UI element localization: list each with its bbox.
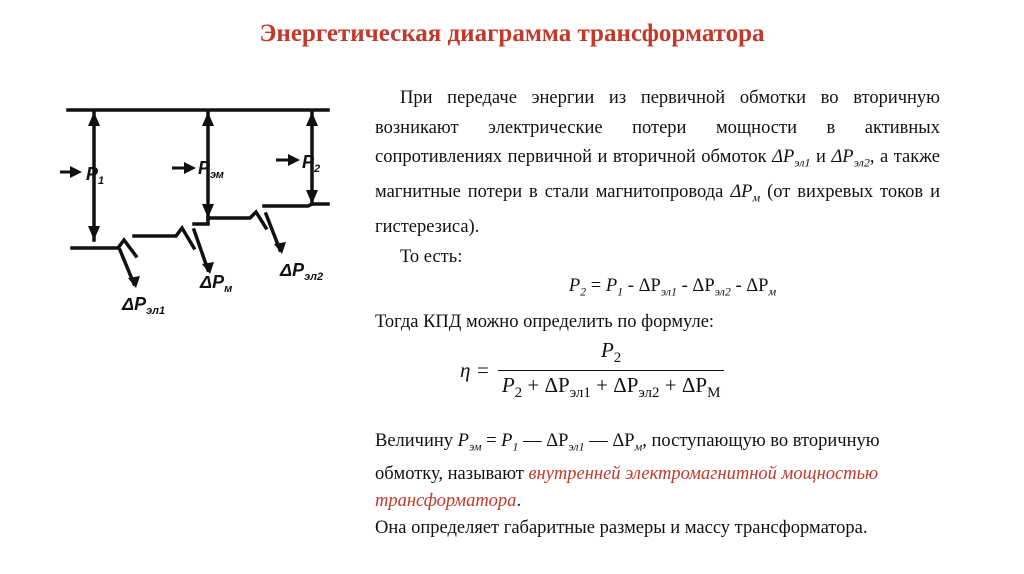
energy-staircase — [72, 240, 136, 256]
page-title: Энергетическая диаграмма трансформатора — [259, 20, 765, 47]
fraction — [498, 338, 725, 402]
numerator: $P_2$ — [600, 338, 622, 367]
svg-text:ΔPэл2: $\Delta P_{эл2}$ — [280, 260, 324, 283]
svg-text:Pэм: $P_{эм}$ — [198, 158, 224, 181]
that-is-label: То есть: — [400, 246, 463, 267]
bottom-paragraph: Величину $P_{эм} = P_1$ — $\Delta P_{эл1}$ — $\Delta P_м$, поступающую во вторичную обмотку, называют внутренней электромагнитной мощностью трансформатора. Она определяет габаритные размеры и массу трансформатора. — [375, 431, 880, 538]
efficiency-formula — [460, 338, 724, 402]
energy-diagram — [60, 88, 360, 328]
svg-text:P1: $P_1$ — [86, 164, 105, 187]
kpd-text: Тогда КПД можно определить по формуле: — [375, 311, 715, 332]
denominator: $P_2 + \Delta P_{эл1} + \Delta P_{эл2} + \Delta P_М$ — [501, 373, 721, 402]
svg-text:P2: $P_2$ — [302, 152, 321, 175]
highlighted-term: внутренней электромагнитной мощностью трансформатора — [375, 463, 879, 511]
svg-text:ΔPэл1: $\Delta P_{эл1}$ — [122, 294, 166, 317]
conclusion-text: Она определяет габаритные размеры и массу трансформатора. — [375, 517, 868, 538]
power-equation: $P_2 = P_1 - \Delta P_{эл1} - \Delta P_{эл2} - \Delta P_м$ — [568, 276, 777, 300]
main-text — [375, 84, 940, 337]
intro-paragraph: При передаче энергии из первичной обмотки во вторичную возникают электрические потери мощности в активных сопротивлениях первичной и вторичной обмоток $\Delta P_{эл1}$ и $\Delta P_{эл2}$, а также магнитные потери в стали магнитопровода $\Delta P_м$ (от вихревых токов и гистерезиса). — [375, 88, 940, 238]
eta-symbol: η = — [460, 357, 490, 382]
svg-text:ΔPм: $\Delta P_м$ — [200, 272, 233, 295]
